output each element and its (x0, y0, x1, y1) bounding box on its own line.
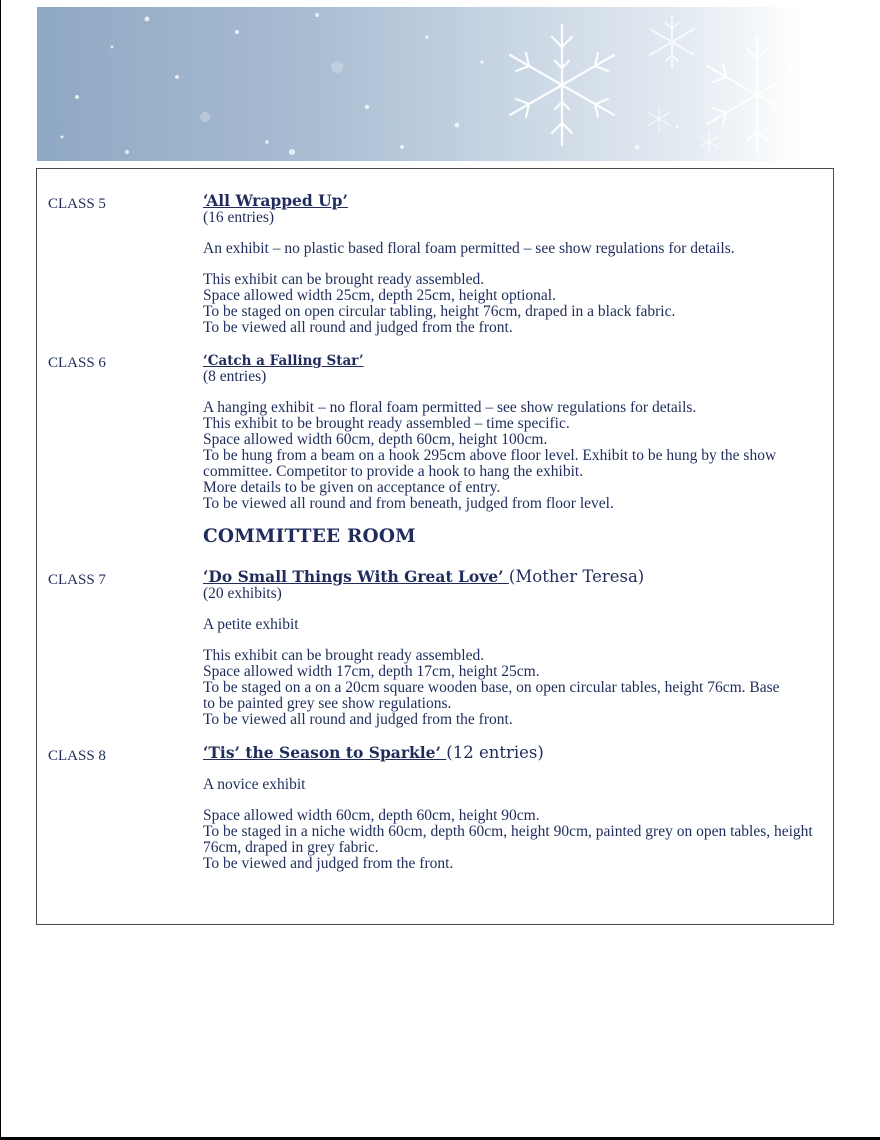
class-detail: Space allowed width 60cm, depth 60cm, height 90cm. (203, 807, 540, 824)
class-title: ‘Catch a Falling Star’ (203, 353, 364, 369)
section-heading: COMMITTEE ROOM (203, 526, 416, 547)
class-block (203, 353, 823, 512)
class-detail: To be viewed all round and from beneath, judged from floor level. (203, 495, 614, 512)
class-description: A novice exhibit (203, 776, 306, 793)
class-title: ‘Do Small Things With Great Love’ (203, 567, 509, 586)
class-detail: To be viewed all round and judged from the front. (203, 711, 513, 728)
class-detail: This exhibit can be brought ready assembled. (203, 647, 485, 664)
class-title: ‘Tis’ the Season to Sparkle’ (203, 743, 447, 762)
class-subtitle: (12 entries) (446, 743, 544, 762)
class-subtitle: (Mother Teresa) (508, 567, 645, 586)
class-detail: Space allowed width 60cm, depth 60cm, height 100cm. (203, 431, 548, 448)
class-entries: (16 entries) (203, 209, 275, 226)
class-detail: This exhibit can be brought ready assembled. (203, 271, 485, 288)
class-detail: Space allowed width 17cm, depth 17cm, height 25cm. (203, 663, 540, 680)
page-edge (0, 0, 1, 1140)
class-detail: To be staged in a niche width 60cm, depth 60cm, height 90cm, painted grey on open tables, height 76cm, draped in grey fabric. (203, 823, 813, 856)
class-detail: To be hung from a beam on a hook 295cm above floor level. Exhibit to be hung by the show committee. Competitor to provide a hook to hang the exhibit. (203, 447, 777, 480)
class-detail: To be staged on a on a 20cm square wooden base, on open circular tables, height 76cm. Base to be painted grey see show regulations. (203, 679, 780, 712)
class-description: A petite exhibit (203, 616, 299, 633)
class-label: CLASS 7 (48, 572, 106, 588)
class-block (203, 569, 823, 728)
class-detail: To be viewed all round and judged from the front. (203, 319, 513, 336)
class-detail: Space allowed width 25cm, depth 25cm, height optional. (203, 287, 556, 304)
class-detail: More details to be given on acceptance of entry. (203, 479, 501, 496)
class-detail: This exhibit to be brought ready assembled – time specific. (203, 415, 570, 432)
class-description: An exhibit – no plastic based floral foam permitted – see show regulations for details. (203, 240, 735, 257)
snowflake-icon (37, 7, 803, 161)
class-entries: (20 exhibits) (203, 585, 282, 602)
class-label: CLASS 5 (48, 196, 106, 212)
class-block (203, 745, 823, 872)
class-label: CLASS 8 (48, 748, 106, 764)
class-label: CLASS 6 (48, 355, 106, 371)
class-entries: (8 entries) (203, 368, 267, 385)
class-detail: To be staged on open circular tabling, height 76cm, draped in a black fabric. (203, 303, 676, 320)
class-detail: A hanging exhibit – no floral foam permitted – see show regulations for details. (203, 399, 697, 416)
class-title: ‘All Wrapped Up’ (203, 191, 348, 210)
winter-banner (37, 7, 803, 161)
class-block (203, 193, 823, 336)
class-detail: To be viewed and judged from the front. (203, 855, 454, 872)
